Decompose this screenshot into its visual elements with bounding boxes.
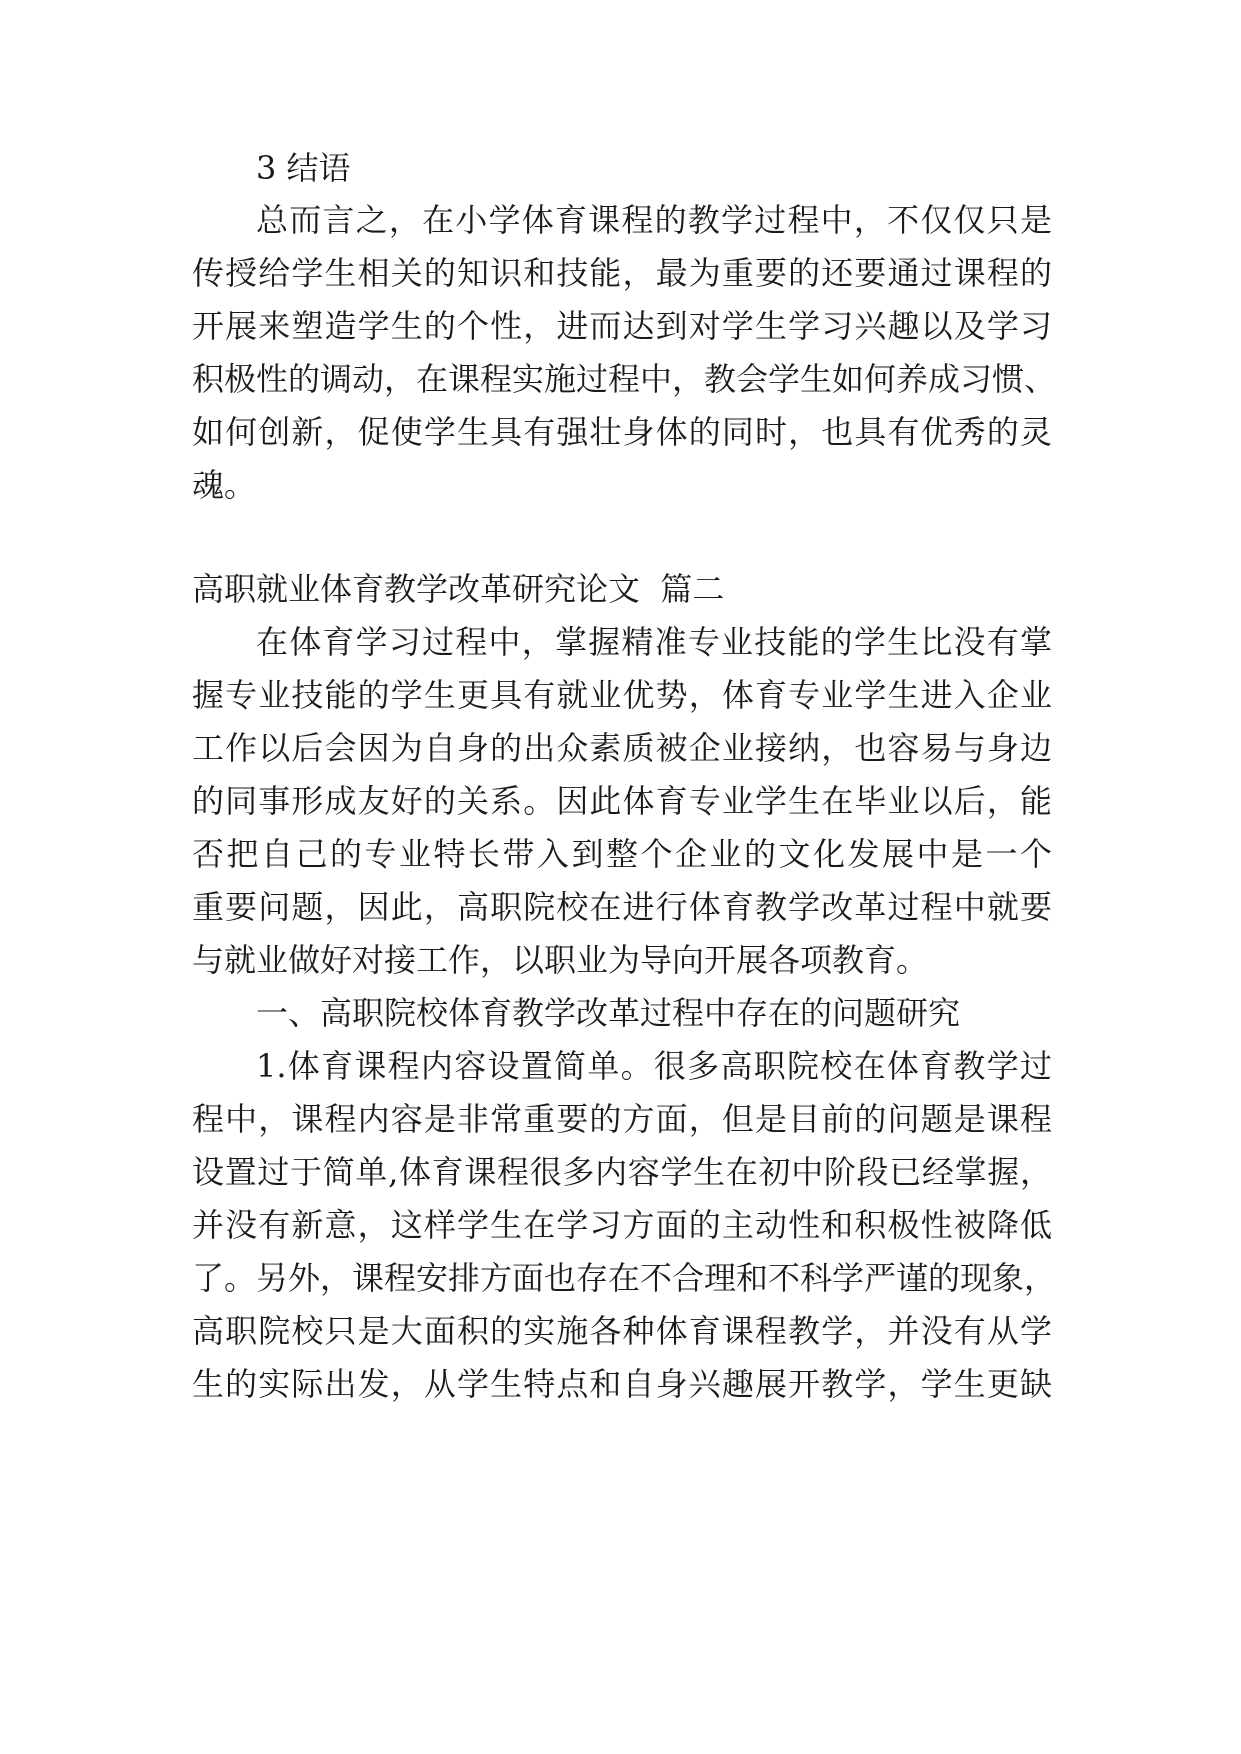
conclusion-line: 总而言之，在小学体育课程的教学过程中，不仅仅只是 bbox=[256, 201, 1052, 239]
conclusion-line: 如何创新，促使学生具有强壮身体的同时，也具有优秀的灵 bbox=[192, 413, 1052, 451]
intro-line: 的同事形成友好的关系。因此体育专业学生在毕业以后，能 bbox=[192, 782, 1052, 820]
article-title: 高职就业体育教学改革研究论文 篇二 bbox=[192, 570, 725, 608]
item-line: 设置过于简单,体育课程很多内容学生在初中阶段已经掌握， bbox=[192, 1153, 1052, 1191]
intro-line: 与就业做好对接工作，以职业为导向开展各项教育。 bbox=[192, 941, 929, 979]
item-line: 了。另外，课程安排方面也存在不合理和不科学严谨的现象， bbox=[192, 1259, 1057, 1297]
item-line: 并没有新意，这样学生在学习方面的主动性和积极性被降低 bbox=[192, 1206, 1052, 1244]
item-line: 1.体育课程内容设置简单。很多高职院校在体育教学过 bbox=[256, 1047, 1052, 1085]
intro-line: 握专业技能的学生更具有就业优势，体育专业学生进入企业 bbox=[192, 676, 1052, 714]
conclusion-line: 魂。 bbox=[192, 466, 257, 504]
intro-line: 工作以后会因为自身的出众素质被企业接纳，也容易与身边 bbox=[192, 729, 1052, 767]
conclusion-line: 积极性的调动，在课程实施过程中，教会学生如何养成习惯、 bbox=[192, 360, 1057, 398]
intro-line: 重要问题，因此，高职院校在进行体育教学改革过程中就要 bbox=[192, 888, 1052, 926]
intro-line: 在体育学习过程中，掌握精准专业技能的学生比没有掌 bbox=[256, 623, 1052, 661]
conclusion-line: 开展来塑造学生的个性，进而达到对学生学习兴趣以及学习 bbox=[192, 307, 1052, 345]
subsection-heading: 一、高职院校体育教学改革过程中存在的问题研究 bbox=[256, 994, 961, 1032]
intro-line: 否把自己的专业特长带入到整个企业的文化发展中是一个 bbox=[192, 835, 1052, 873]
conclusion-line: 传授给学生相关的知识和技能，最为重要的还要通过课程的 bbox=[192, 254, 1052, 292]
section-heading: 3 结语 bbox=[256, 149, 351, 187]
item-line: 高职院校只是大面积的实施各种体育课程教学，并没有从学 bbox=[192, 1312, 1052, 1350]
item-line: 程中，课程内容是非常重要的方面，但是目前的问题是课程 bbox=[192, 1100, 1052, 1138]
item-line: 生的实际出发，从学生特点和自身兴趣展开教学，学生更缺 bbox=[192, 1365, 1052, 1403]
